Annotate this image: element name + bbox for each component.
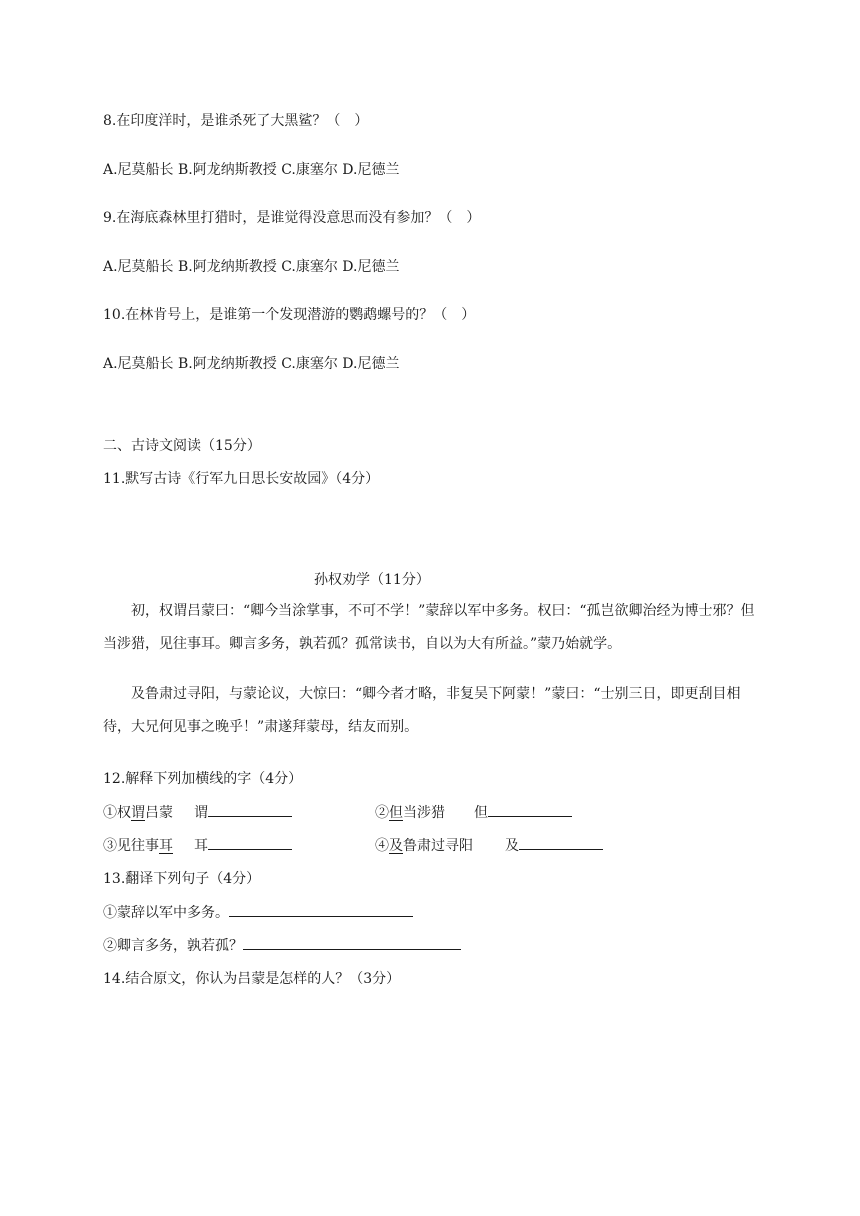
q12-item-1	[103, 802, 173, 822]
passage-paragraph-2: 及鲁肃过寻阳，与蒙论议，大惊曰：“卿今者才略，非复吴下阿蒙！”蒙曰：“士别三日，即更刮目相待，大兄何见事之晚乎！”肃遂拜蒙母，结友而别。	[103, 686, 741, 735]
question-13: 13.翻译下列句子（4分）	[103, 871, 261, 887]
answer-blank[interactable]	[519, 835, 603, 850]
q12-answer-label: 耳	[194, 838, 208, 854]
q13-sentence-text: ②卿言多务，孰若孤？	[103, 938, 243, 954]
question-12: 12.解释下列加横线的字（4分）	[103, 771, 303, 787]
passage-paragraph-1: 初，权谓吕蒙曰：“卿今当涂掌事，不可不学！”蒙辞以军中多务。权曰：“孤岂欲卿治经为博士邪？但当涉猎，见往事耳。卿言多务，孰若孤？孤常读书，自以为大有所益。”蒙乃始就学。	[103, 603, 755, 652]
question-10: 10.在林肯号上，是谁第一个发现潜游的鹦鹉螺号的？（ ）	[103, 307, 476, 323]
passage-title: 孙权劝学（11分）	[314, 572, 430, 588]
underlined-char: 及	[389, 838, 403, 854]
q12-item-prefix: 见往事	[117, 838, 159, 854]
question-8-options: A.尼莫船长 B.阿龙纳斯教授 C.康塞尔 D.尼德兰	[103, 162, 400, 178]
answer-blank[interactable]	[208, 802, 292, 817]
q12-item-number: ③	[103, 838, 117, 854]
underlined-char: 但	[389, 805, 403, 821]
q12-item-number: ②	[375, 805, 389, 821]
q12-item-suffix: 当涉猎	[403, 805, 445, 821]
q12-item-2	[375, 802, 445, 822]
answer-blank[interactable]	[229, 902, 413, 917]
question-10-options: A.尼莫船长 B.阿龙纳斯教授 C.康塞尔 D.尼德兰	[103, 356, 400, 372]
question-11: 11.默写古诗《行军九日思长安故园》（4分）	[103, 471, 380, 487]
q12-answer-4	[505, 835, 603, 855]
underlined-char: 谓	[131, 805, 145, 821]
q12-item-3	[103, 835, 173, 855]
answer-blank[interactable]	[208, 835, 292, 850]
q12-item-4	[375, 835, 473, 855]
question-9: 9.在海底森林里打猎时，是谁觉得没意思而没有参加？（ ）	[103, 210, 481, 226]
q12-item-number: ①	[103, 805, 117, 821]
q12-item-suffix: 吕蒙	[145, 805, 173, 821]
question-14: 14.结合原文，你认为吕蒙是怎样的人？（3分）	[103, 971, 401, 987]
q13-sentence-2	[103, 935, 461, 955]
q12-item-suffix: 鲁肃过寻阳	[403, 838, 473, 854]
underlined-char: 耳	[159, 838, 173, 854]
answer-blank[interactable]	[488, 802, 572, 817]
q12-answer-label: 但	[474, 805, 488, 821]
q12-answer-2	[474, 802, 572, 822]
q12-answer-label: 及	[505, 838, 519, 854]
q12-item-number: ④	[375, 838, 389, 854]
section-heading: 二、古诗文阅读（15分）	[103, 438, 261, 454]
q12-answer-label: 谓	[194, 805, 208, 821]
question-9-options: A.尼莫船长 B.阿龙纳斯教授 C.康塞尔 D.尼德兰	[103, 259, 400, 275]
q12-item-prefix: 权	[117, 805, 131, 821]
q12-answer-1	[194, 802, 292, 822]
answer-blank[interactable]	[243, 935, 461, 950]
q12-answer-3	[194, 835, 292, 855]
q13-sentence-1	[103, 902, 413, 922]
question-8: 8.在印度洋时，是谁杀死了大黑鲨？（ ）	[103, 113, 369, 129]
q13-sentence-text: ①蒙辞以军中多务。	[103, 905, 229, 921]
